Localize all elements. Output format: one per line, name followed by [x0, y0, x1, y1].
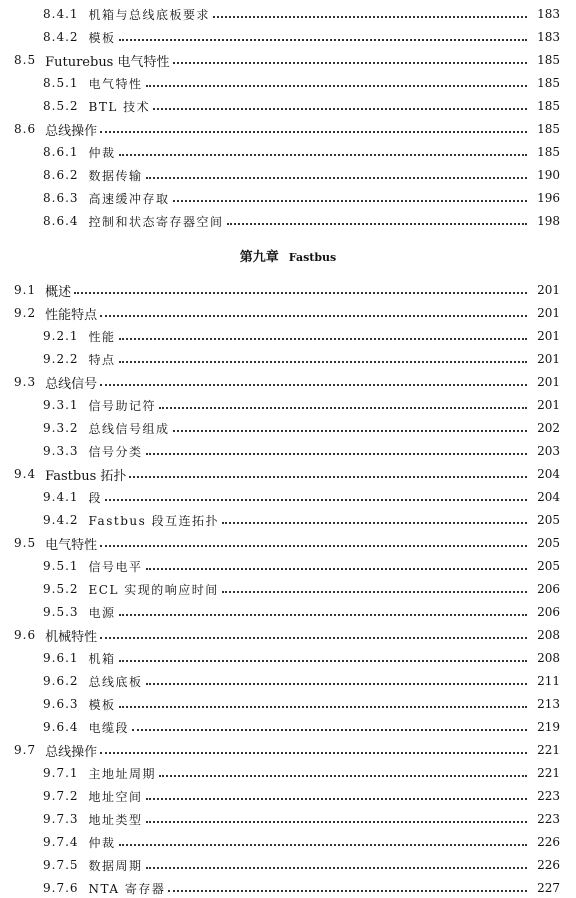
entry-title: 特点	[88, 352, 116, 367]
entry-number: 9.6.3	[43, 697, 79, 711]
entry-page: 208	[537, 628, 560, 642]
entry-page: 185	[537, 145, 560, 159]
toc-entry	[0, 809, 576, 829]
dot-leader	[74, 292, 527, 294]
dot-leader	[173, 430, 527, 432]
entry-page: 205	[537, 559, 560, 573]
toc-entry	[0, 602, 576, 622]
toc-entry	[0, 763, 576, 783]
dot-leader	[146, 85, 527, 87]
entry-page: 198	[537, 214, 560, 228]
entry-title: Futurebus 电气特性	[45, 54, 170, 70]
toc-entry	[0, 878, 576, 898]
entry-title: 数据周期	[88, 858, 143, 873]
entry-number: 9.6.2	[43, 674, 79, 688]
dot-leader	[168, 890, 527, 892]
chapter-heading	[0, 246, 576, 266]
entry-title: 控制和状态寄存器空间	[88, 214, 224, 229]
dot-leader	[146, 821, 527, 823]
entry-title: 机箱	[88, 651, 116, 666]
dot-leader	[173, 200, 527, 202]
dot-leader	[146, 798, 527, 800]
entry-number: 9.7.5	[43, 858, 79, 872]
toc-entry	[0, 326, 576, 346]
entry-page: 205	[537, 513, 560, 527]
toc-entry	[0, 418, 576, 438]
dot-leader	[119, 39, 527, 41]
dot-leader	[100, 315, 527, 317]
dot-leader	[146, 568, 527, 570]
entry-page: 204	[537, 467, 560, 481]
entry-page: 201	[537, 329, 560, 343]
entry-title: 电缆段	[88, 720, 130, 735]
entry-number: 9.7.1	[43, 766, 79, 780]
dot-leader	[119, 154, 527, 156]
entry-number: 8.6.3	[43, 191, 79, 205]
entry-title: 仲裁	[88, 145, 116, 160]
dot-leader	[119, 338, 527, 340]
toc-entry	[0, 510, 576, 530]
entry-page: 201	[537, 283, 560, 297]
toc-entry	[0, 4, 576, 24]
entry-title: 信号电平	[88, 559, 143, 574]
toc-entry	[0, 27, 576, 47]
entry-page: 204	[537, 490, 560, 504]
entry-title: 地址空间	[88, 789, 143, 804]
dot-leader	[100, 131, 527, 133]
toc-entry	[0, 717, 576, 737]
toc-entry	[0, 441, 576, 461]
entry-title: 机箱与总线底板要求	[88, 7, 211, 22]
toc-entry	[0, 556, 576, 576]
chapter-title: Fastbus	[288, 251, 337, 264]
toc-entry	[0, 648, 576, 668]
entry-number: 9.2.1	[43, 329, 79, 343]
entry-title: 地址类型	[88, 812, 143, 827]
entry-number: 9.3.1	[43, 398, 79, 412]
dot-leader	[153, 108, 527, 110]
entry-page: 202	[537, 421, 560, 435]
dot-leader	[119, 844, 527, 846]
entry-title: 电气特性	[88, 76, 143, 91]
entry-title: 性能	[88, 329, 116, 344]
dot-leader	[119, 660, 527, 662]
entry-page: 183	[537, 7, 560, 21]
entry-number: 9.5.2	[43, 582, 79, 596]
entry-title: 电源	[88, 605, 116, 620]
entry-number: 8.6.2	[43, 168, 79, 182]
entry-title: 模板	[88, 30, 116, 45]
dot-leader	[146, 177, 527, 179]
entry-number: 9.5.1	[43, 559, 79, 573]
entry-title: 电气特性	[45, 537, 98, 553]
entry-page: 201	[537, 306, 560, 320]
entry-page: 221	[537, 766, 560, 780]
dot-leader	[129, 476, 527, 478]
entry-page: 203	[537, 444, 560, 458]
toc-entry	[0, 349, 576, 369]
entry-page: 196	[537, 191, 560, 205]
toc-entry	[0, 671, 576, 691]
entry-title: 信号分类	[88, 444, 143, 459]
entry-title: 信号助记符	[88, 398, 157, 413]
toc-entry	[0, 50, 576, 70]
entry-number: 8.6	[14, 122, 37, 136]
entry-page: 211	[537, 674, 560, 688]
entry-number: 9.7.6	[43, 881, 79, 895]
dot-leader	[119, 706, 527, 708]
toc-entry	[0, 487, 576, 507]
entry-page: 226	[537, 858, 560, 872]
entry-number: 8.6.4	[43, 214, 79, 228]
dot-leader	[146, 683, 527, 685]
dot-leader	[132, 729, 527, 731]
dot-leader	[119, 614, 527, 616]
entry-title: 总线操作	[45, 744, 98, 760]
entry-page: 183	[537, 30, 560, 44]
entry-title: NTA 寄存器	[88, 881, 166, 896]
entry-page: 190	[537, 168, 560, 182]
entry-number: 9.3.2	[43, 421, 79, 435]
entry-title: 主地址周期	[88, 766, 157, 781]
entry-number: 9.2.2	[43, 352, 79, 366]
toc-entry	[0, 142, 576, 162]
entry-title: Fastbus 拓扑	[45, 468, 127, 484]
entry-page: 201	[537, 352, 560, 366]
entry-title: Fastbus 段互连拓扑	[88, 513, 220, 528]
dot-leader	[159, 775, 527, 777]
entry-title: 数据传输	[88, 168, 143, 183]
entry-number: 9.3.3	[43, 444, 79, 458]
entry-number: 9.7.3	[43, 812, 79, 826]
entry-number: 9.7	[14, 743, 37, 757]
entry-number: 8.5.1	[43, 76, 79, 90]
entry-page: 227	[537, 881, 560, 895]
dot-leader	[222, 522, 527, 524]
entry-page: 201	[537, 375, 560, 389]
dot-leader	[213, 16, 527, 18]
toc-entry	[0, 165, 576, 185]
entry-number: 9.7.2	[43, 789, 79, 803]
toc-entry	[0, 740, 576, 760]
entry-page: 185	[537, 53, 560, 67]
toc-entry	[0, 303, 576, 323]
entry-page: 185	[537, 122, 560, 136]
entry-page: 205	[537, 536, 560, 550]
entry-page: 206	[537, 605, 560, 619]
toc-entry	[0, 96, 576, 116]
dot-leader	[227, 223, 527, 225]
entry-page: 208	[537, 651, 560, 665]
entry-number: 9.4	[14, 467, 37, 481]
entry-number: 8.5.2	[43, 99, 79, 113]
toc-entry	[0, 73, 576, 93]
entry-title: 仲裁	[88, 835, 116, 850]
entry-number: 8.6.1	[43, 145, 79, 159]
toc-entry	[0, 533, 576, 553]
entry-number: 9.7.4	[43, 835, 79, 849]
entry-number: 9.6.4	[43, 720, 79, 734]
dot-leader	[119, 361, 527, 363]
toc-entry	[0, 625, 576, 645]
toc-entry	[0, 832, 576, 852]
entry-number: 9.3	[14, 375, 37, 389]
entry-title: 概述	[45, 284, 72, 300]
entry-title: 总线信号组成	[88, 421, 170, 436]
entry-page: 226	[537, 835, 560, 849]
entry-number: 9.1	[14, 283, 37, 297]
entry-number: 9.2	[14, 306, 37, 320]
dot-leader	[100, 545, 527, 547]
toc-entry	[0, 211, 576, 231]
entry-number: 8.5	[14, 53, 37, 67]
toc-entry	[0, 694, 576, 714]
entry-page: 213	[537, 697, 560, 711]
entry-page: 223	[537, 812, 560, 826]
entry-title: 性能特点	[45, 307, 98, 323]
entry-title: ECL 实现的响应时间	[88, 582, 219, 597]
entry-number: 9.6	[14, 628, 37, 642]
dot-leader	[222, 591, 527, 593]
toc-entry	[0, 119, 576, 139]
dot-leader	[146, 453, 527, 455]
entry-page: 185	[537, 99, 560, 113]
entry-page: 201	[537, 398, 560, 412]
dot-leader	[105, 499, 527, 501]
entry-page: 219	[537, 720, 560, 734]
entry-number: 9.4.1	[43, 490, 79, 504]
entry-title: 总线操作	[45, 123, 98, 139]
entry-page: 221	[537, 743, 560, 757]
toc-entry	[0, 464, 576, 484]
entry-title: BTL 技术	[88, 99, 151, 114]
entry-title: 总线信号	[45, 376, 98, 392]
entry-title: 高速缓冲存取	[88, 191, 170, 206]
toc-entry	[0, 855, 576, 875]
dot-leader	[100, 752, 527, 754]
entry-title: 模板	[88, 697, 116, 712]
dot-leader	[100, 637, 527, 639]
dot-leader	[100, 384, 527, 386]
toc-entry	[0, 786, 576, 806]
chapter-label: 第九章	[239, 250, 279, 265]
entry-page: 206	[537, 582, 560, 596]
dot-leader	[173, 62, 528, 64]
entry-title: 机械特性	[45, 629, 98, 645]
entry-number: 9.6.1	[43, 651, 79, 665]
toc-entry	[0, 579, 576, 599]
entry-number: 8.4.1	[43, 7, 79, 21]
entry-title: 段	[88, 490, 103, 505]
entry-number: 9.4.2	[43, 513, 79, 527]
entry-page: 185	[537, 76, 560, 90]
toc-entry	[0, 280, 576, 300]
entry-page: 223	[537, 789, 560, 803]
entry-number: 9.5.3	[43, 605, 79, 619]
entry-number: 9.5	[14, 536, 37, 550]
dot-leader	[146, 867, 527, 869]
entry-title: 总线底板	[88, 674, 143, 689]
toc-entry	[0, 395, 576, 415]
toc-entry	[0, 188, 576, 208]
toc-entry	[0, 372, 576, 392]
entry-number: 8.4.2	[43, 30, 79, 44]
dot-leader	[159, 407, 527, 409]
